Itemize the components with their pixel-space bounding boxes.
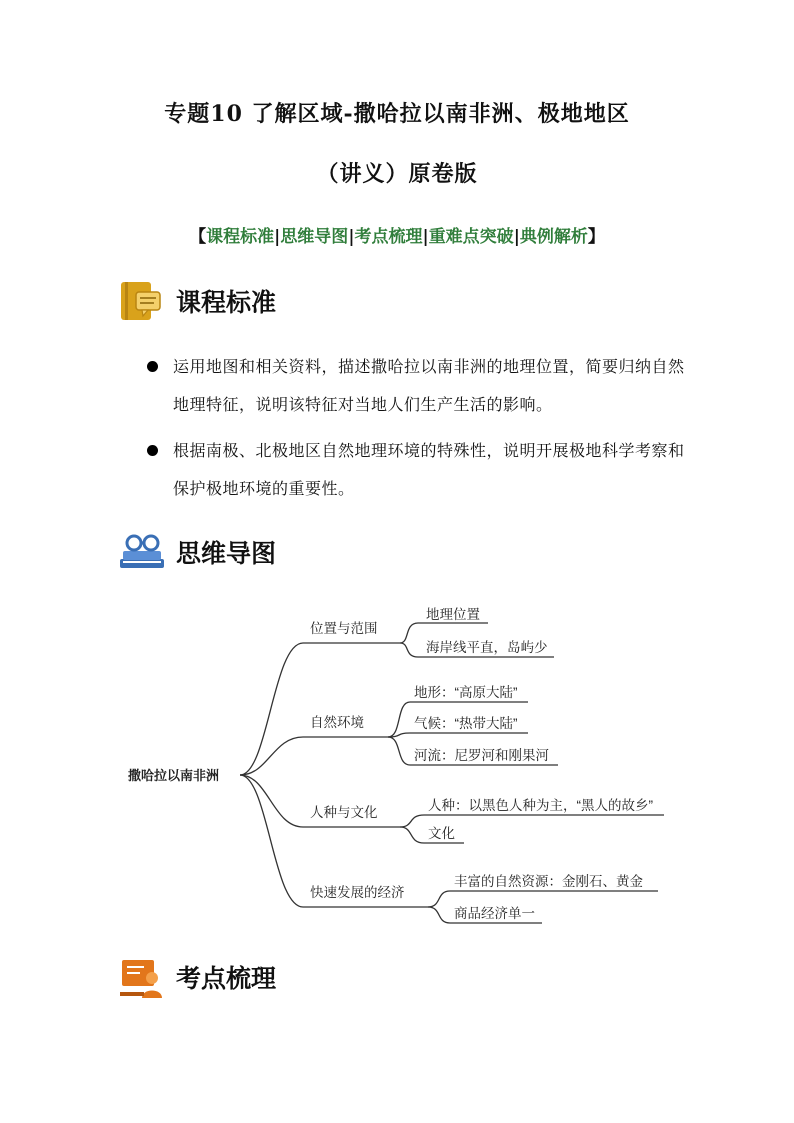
- tagline-item-mindmap: 思维导图: [280, 227, 349, 247]
- tagline-close: 】: [587, 227, 605, 247]
- mindmap-leaf: 商品经济单一: [454, 906, 535, 921]
- tagline-item-keypoints: 考点梳理: [354, 227, 423, 247]
- mindmap-branch-culture: 人种与文化: [310, 805, 378, 820]
- tagline-item-examples: 典例解析: [519, 227, 588, 247]
- tagline-item-curriculum: 课程标准: [206, 227, 275, 247]
- tagline-sep: |: [513, 227, 520, 247]
- tagline-item-difficulties: 重难点突破: [428, 227, 514, 247]
- tagline-open: 【: [189, 227, 207, 247]
- section-keypoints-header: [118, 952, 276, 1002]
- curriculum-bullet: 根据南极、北极地区自然地理环境的特殊性，说明开展极地科学考察和保护极地环境的重要性。: [145, 432, 685, 508]
- mindmap-leaf: 丰富的自然资源：金刚石、黄金: [454, 874, 643, 889]
- curriculum-bullet: 运用地图和相关资料，描述撒哈拉以南非洲的地理位置，简要归纳自然地理特征，说明该特征对当地人们生产生活的影响。: [145, 348, 685, 424]
- mindmap-branch-location: 位置与范围: [310, 621, 378, 636]
- section-keypoints-label: 考点梳理: [176, 964, 277, 993]
- mindmap-leaf: 河流：尼罗河和刚果河: [414, 748, 549, 763]
- curriculum-bullet-list: [145, 348, 685, 516]
- tagline-sep: |: [274, 227, 281, 247]
- section-curriculum-header: [118, 276, 276, 326]
- mindmap-connector: [240, 737, 388, 775]
- mindmap-branch-economy: 快速发展的经济: [310, 885, 405, 900]
- mindmap-root: 撒哈拉以南非洲: [128, 768, 220, 783]
- tagline-sep: |: [422, 227, 429, 247]
- document-note-icon: [118, 278, 164, 324]
- page-title-line2: （讲义）原卷版: [316, 161, 478, 187]
- mindmap-connector: [388, 733, 528, 737]
- books-glasses-icon: [118, 529, 164, 575]
- tagline-sep: |: [348, 227, 355, 247]
- mindmap-leaf: 文化: [428, 826, 455, 841]
- mindmap-leaf: 人种：以黑色人种为主，“黑人的故乡”: [428, 798, 653, 813]
- mindmap-branch-nature: 自然环境: [310, 715, 364, 730]
- mindmap-leaf: 海岸线平直，岛屿少: [426, 640, 548, 655]
- mind-map: [118, 595, 678, 935]
- mindmap-leaf: 气候：“热带大陆”: [414, 716, 518, 731]
- mindmap-connector: [240, 643, 400, 775]
- mindmap-connector: [428, 891, 658, 907]
- section-mindmap-label: 思维导图: [176, 539, 277, 568]
- section-tagline: [0, 222, 794, 247]
- mindmap-leaf: 地形：“高原大陆”: [414, 685, 518, 700]
- page-title-line1: 专题10 了解区域-撒哈拉以南非洲、极地地区: [164, 101, 630, 127]
- section-curriculum-label: 课程标准: [176, 288, 277, 317]
- teacher-board-icon: [118, 954, 164, 1000]
- mindmap-leaf: 地理位置: [426, 607, 480, 622]
- section-mindmap-header: [118, 527, 276, 577]
